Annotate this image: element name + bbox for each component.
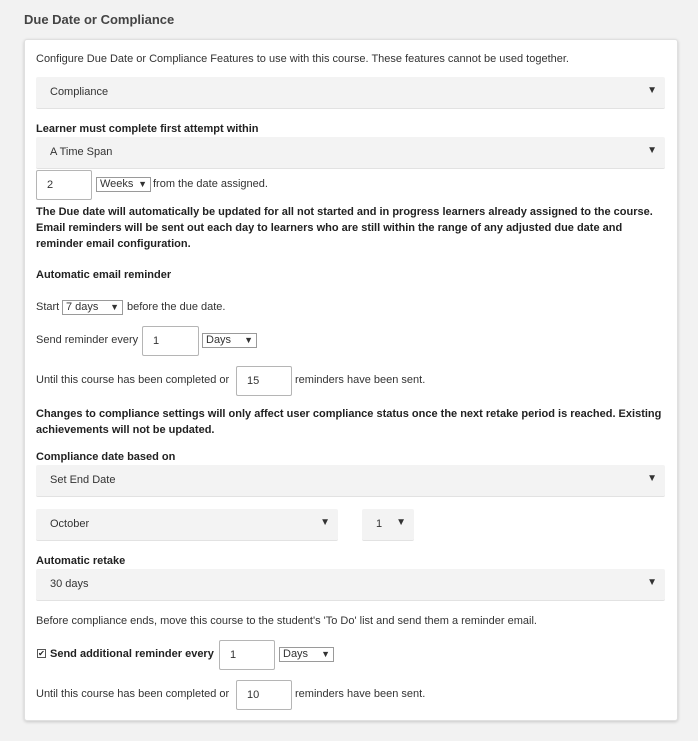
first-attempt-unit-value: Weeks: [100, 178, 134, 190]
compliance-card: [24, 39, 678, 721]
retake-select[interactable]: [36, 569, 665, 601]
first-attempt-select-value: A Time Span: [50, 146, 113, 158]
first-attempt-amount-input[interactable]: 2: [36, 170, 92, 200]
compliance-date-select-value: Set End Date: [50, 474, 116, 486]
retake-before-text: Before compliance ends, move this course to the student's 'To Do' list and send them a reminder email.: [36, 615, 537, 627]
start-prefix: Start: [36, 301, 60, 313]
start-suffix: before the due date.: [127, 301, 226, 313]
section-title: Due Date or Compliance: [24, 12, 175, 27]
until-suffix: reminders have been sent.: [295, 374, 426, 386]
additional-reminder-unit-select[interactable]: [279, 647, 334, 662]
compliance-note: Changes to compliance settings will only affect user compliance status once the next retake period is reached. Existing achievements will not be updated.: [36, 408, 662, 436]
chevron-down-icon: ▼: [110, 302, 119, 312]
additional-until-prefix: Until this course has been completed or: [36, 688, 230, 700]
first-attempt-select[interactable]: [36, 137, 665, 169]
chevron-down-icon: ▼: [647, 577, 657, 588]
additional-reminder-label: Send additional reminder every: [50, 648, 214, 660]
mode-select-value: Compliance: [50, 86, 109, 98]
check-icon: ✔: [38, 649, 45, 658]
until-prefix: Until this course has been completed or: [36, 374, 230, 386]
month-select[interactable]: [36, 509, 338, 541]
first-attempt-suffix: from the date assigned.: [153, 178, 268, 190]
chevron-down-icon: ▼: [396, 517, 406, 528]
send-reminder-prefix: Send reminder every: [36, 334, 139, 346]
due-date-note: The Due date will automatically be updated for all not started and in progress learners already assigned to the course. Email reminders will be sent out each day to learners who are still within the range of any adjusted due date and reminder email configuration.: [36, 206, 653, 250]
day-select[interactable]: [362, 509, 414, 541]
month-select-value: October: [50, 518, 90, 530]
additional-reminder-amount-input[interactable]: 1: [219, 640, 275, 670]
retake-select-value: 30 days: [50, 578, 89, 590]
chevron-down-icon: ▼: [321, 649, 330, 659]
compliance-date-label: Compliance date based on: [36, 451, 176, 463]
first-attempt-unit-select[interactable]: [96, 177, 151, 192]
additional-reminder-checkbox[interactable]: [37, 649, 46, 658]
send-reminder-unit-select[interactable]: [202, 333, 257, 348]
additional-until-suffix: reminders have been sent.: [295, 688, 426, 700]
send-reminder-amount-input[interactable]: 1: [142, 326, 199, 356]
additional-reminder-unit-value: Days: [283, 648, 309, 660]
send-reminder-unit-value: Days: [206, 334, 232, 346]
compliance-date-select[interactable]: [36, 465, 665, 497]
start-days-select[interactable]: [62, 300, 123, 315]
start-days-value: 7 days: [66, 301, 99, 313]
intro-text: Configure Due Date or Compliance Features to use with this course. These features cannot be used together.: [36, 53, 569, 65]
chevron-down-icon: ▼: [138, 179, 147, 189]
until-count-input[interactable]: 15: [236, 366, 292, 396]
chevron-down-icon: ▼: [647, 85, 657, 96]
chevron-down-icon: ▼: [647, 145, 657, 156]
additional-until-count-input[interactable]: 10: [236, 680, 292, 710]
chevron-down-icon: ▼: [244, 335, 253, 345]
mode-select[interactable]: [36, 77, 665, 109]
chevron-down-icon: ▼: [320, 517, 330, 528]
chevron-down-icon: ▼: [647, 473, 657, 484]
retake-label: Automatic retake: [36, 555, 126, 567]
day-select-value: 1: [376, 518, 383, 530]
email-reminder-heading: Automatic email reminder: [36, 269, 172, 281]
first-attempt-label: Learner must complete first attempt within: [36, 123, 259, 135]
